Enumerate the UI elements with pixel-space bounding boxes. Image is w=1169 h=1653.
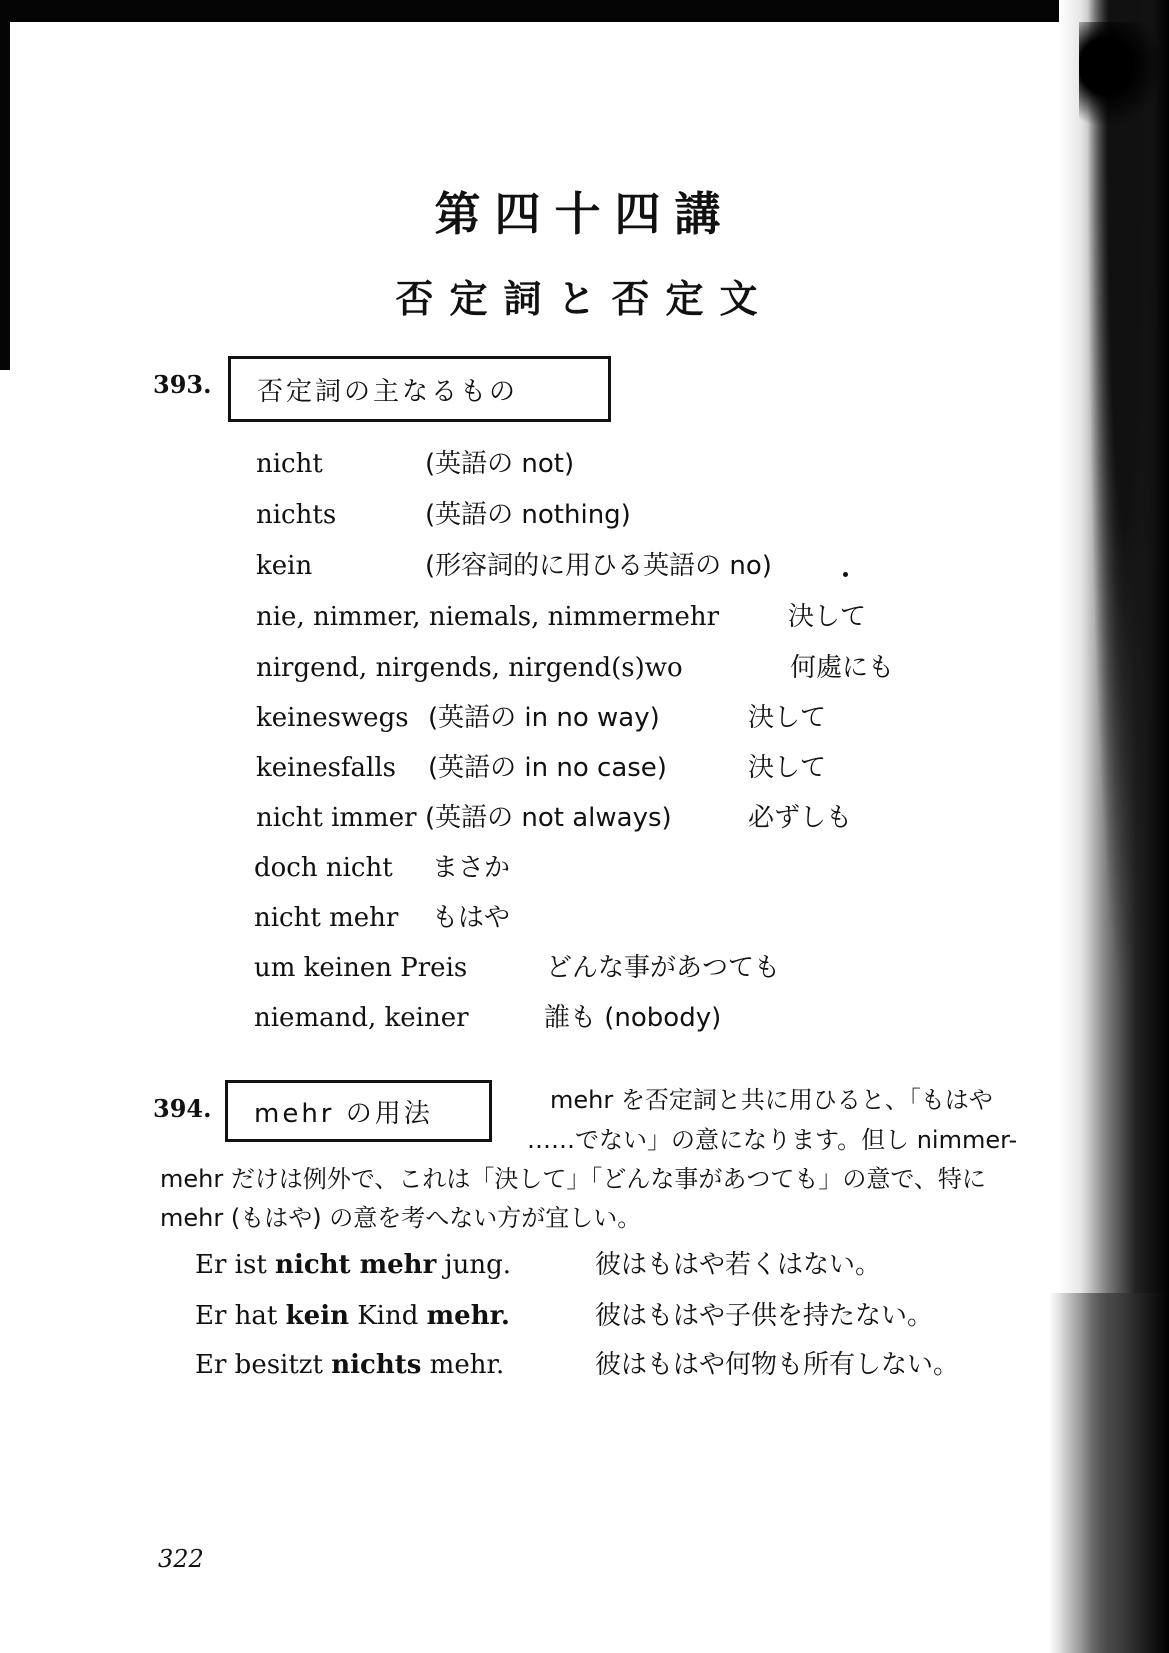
row-8-japanese: 必ずしも — [748, 803, 853, 833]
stray-dot — [843, 572, 848, 577]
example-1-japanese: 彼はもはや若くはない。 — [595, 1250, 882, 1280]
row-5-german: nirgend, nirgends, nirgend(s)wo — [256, 653, 683, 683]
chapter-subtitle: 否定詞と否定文 — [395, 277, 774, 321]
example-3-german: Er besitzt nichts mehr. — [195, 1350, 505, 1380]
row-6-german: keineswegs — [256, 703, 409, 733]
page-number: 322 — [158, 1545, 204, 1573]
example-2-japanese: 彼はもはや子供を持たない。 — [595, 1301, 934, 1331]
row-2-english: (英語の nothing) — [425, 500, 631, 530]
row-5-japanese: 何處にも — [790, 653, 895, 683]
row-11-japanese: どんな事があつても — [546, 953, 781, 983]
row-1-english: (英語の not) — [425, 449, 575, 479]
row-7-german: keinesfalls — [256, 753, 397, 783]
row-3-english: (形容詞的に用ひる英語の no) — [425, 551, 772, 581]
section-394-heading: mehr の用法 — [225, 1080, 492, 1142]
row-10-german: nicht mehr — [254, 903, 399, 933]
row-6-japanese: 決して — [748, 703, 827, 733]
row-9-german: doch nicht — [254, 853, 393, 883]
row-7-japanese: 決して — [748, 753, 827, 783]
row-4-german: nie, nimmer, niemals, nimmermehr — [256, 602, 720, 632]
section-394-number: 394. — [153, 1094, 212, 1123]
example-1-german: Er ist nicht mehr jung. — [195, 1250, 512, 1280]
row-12-japanese: 誰も (nobody) — [544, 1003, 722, 1033]
row-7-english: (英語の in no case) — [428, 753, 667, 783]
row-3-german: kein — [256, 551, 313, 581]
paragraph-line-4: mehr (もはや) の意を考へない方が宜しい。 — [160, 1204, 642, 1232]
row-2-german: nichts — [256, 500, 337, 530]
row-6-english: (英語の in no way) — [428, 703, 660, 733]
section-393-heading: 否定詞の主なるもの — [228, 356, 611, 422]
scan-edge-right-bottom — [1049, 1293, 1169, 1653]
row-10-japanese: もはや — [432, 903, 511, 933]
example-2-german: Er hat kein Kind mehr. — [195, 1301, 510, 1331]
chapter-title: 第四十四講 — [434, 187, 735, 241]
row-9-japanese: まさか — [432, 853, 511, 883]
row-1-german: nicht — [256, 449, 323, 479]
example-3-japanese: 彼はもはや何物も所有しない。 — [595, 1350, 960, 1380]
row-4-japanese: 決して — [788, 602, 867, 632]
paragraph-line-2: ……でない」の意になります。但し nimmer- — [527, 1126, 1018, 1154]
row-12-german: niemand, keiner — [254, 1003, 469, 1033]
paragraph-line-1: mehr を否定詞と共に用ひると、「もはや — [550, 1086, 993, 1114]
row-11-german: um keinen Preis — [254, 953, 468, 983]
section-393-number: 393. — [153, 370, 212, 399]
paragraph-line-3: mehr だけは例外で、これは「決して」「どんな事があつても」の意で、特に — [160, 1165, 986, 1193]
scan-edge-top — [0, 0, 1169, 22]
row-8-english: (英語の not always) — [425, 803, 672, 833]
scan-edge-right-top — [1079, 22, 1169, 132]
row-8-german: nicht immer — [256, 803, 417, 833]
